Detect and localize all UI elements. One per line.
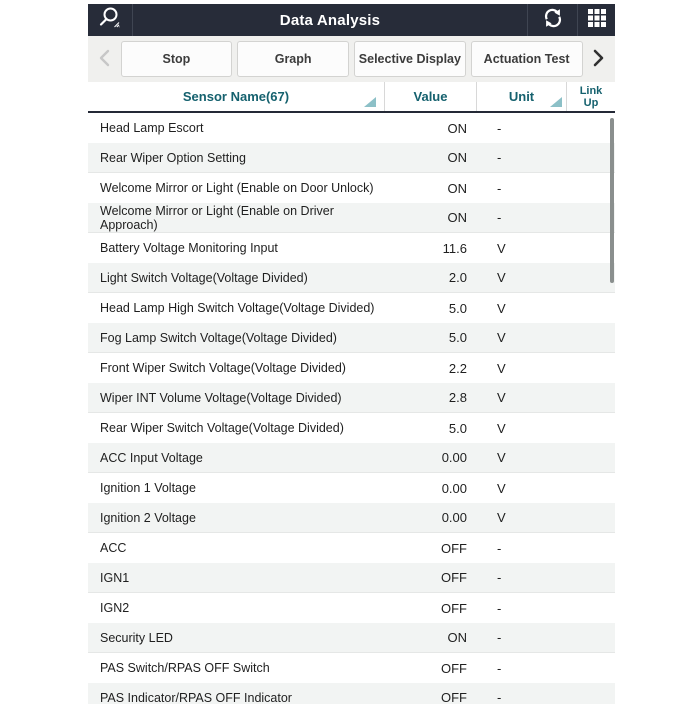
link-up-cell [567, 143, 615, 172]
table-row[interactable] [88, 503, 615, 533]
value-cell: 11.6 [442, 240, 467, 256]
unit-cell: - [497, 600, 502, 616]
sensor-name-cell: Light Switch Voltage(Voltage Divided) [100, 270, 308, 285]
link-up-header-label: Link Up [579, 84, 603, 109]
unit-cell: - [497, 570, 502, 585]
table-row[interactable] [88, 683, 615, 704]
column-header-link-up[interactable] [567, 82, 615, 111]
unit-cell: - [497, 540, 502, 556]
unit-cell: V [497, 480, 506, 496]
unit-cell: V [497, 270, 506, 285]
stop-button[interactable]: Stop [121, 41, 233, 77]
top-bar [88, 4, 615, 36]
value-cell: 0.00 [441, 450, 467, 465]
sensor-name-cell: PAS Indicator/RPAS OFF Indicator [100, 690, 292, 704]
app-window [88, 4, 615, 704]
sensor-name-cell: IGN2 [100, 601, 130, 615]
link-up-cell [567, 683, 615, 704]
value-cell: 5.0 [448, 420, 467, 436]
column-header-sensor-name[interactable] [88, 82, 385, 111]
sensor-name-cell: Rear Wiper Switch Voltage(Voltage Divided) [100, 421, 344, 435]
sort-indicator-icon [364, 97, 376, 107]
actuation-test-button[interactable]: Actuation Test [471, 41, 583, 77]
link-up-cell [567, 413, 615, 443]
sensor-name-cell: PAS Switch/RPAS OFF Switch [100, 661, 270, 675]
value-cell: 0.00 [441, 510, 467, 525]
unit-cell: - [497, 180, 502, 196]
unit-cell: - [497, 150, 502, 165]
table-row[interactable] [88, 323, 615, 353]
value-cell: OFF [441, 570, 467, 585]
unit-cell: V [497, 420, 506, 436]
link-up-cell [567, 293, 615, 323]
value-cell: 2.0 [448, 270, 467, 285]
link-up-cell [567, 113, 615, 143]
unit-cell: V [497, 240, 506, 256]
unit-cell: - [497, 120, 502, 136]
sensor-name-cell: Battery Voltage Monitoring Input [100, 241, 278, 255]
link-up-cell [567, 503, 615, 532]
value-cell: OFF [441, 600, 467, 616]
unit-cell: - [497, 210, 502, 225]
column-header-unit[interactable] [477, 82, 567, 111]
table-row[interactable] [88, 533, 615, 563]
sensor-name-header-label: Sensor Name(67) [182, 89, 290, 104]
link-up-cell [567, 443, 615, 472]
table-row[interactable] [88, 623, 615, 653]
table-row[interactable] [88, 353, 615, 383]
action-toolbar [88, 36, 615, 82]
value-cell: 0.00 [441, 480, 467, 496]
value-cell: ON [447, 210, 467, 225]
table-row[interactable] [88, 203, 615, 233]
sensor-name-cell: Fog Lamp Switch Voltage(Voltage Divided) [100, 330, 337, 345]
sensor-name-cell: Rear Wiper Option Setting [100, 150, 246, 165]
sensor-name-cell: ACC Input Voltage [100, 450, 203, 465]
search-button[interactable] [88, 4, 133, 36]
sensor-name-cell: Welcome Mirror or Light (Enable on Door Unlock) [100, 181, 374, 195]
link-up-cell [567, 353, 615, 383]
sensor-name-cell: Ignition 1 Voltage [100, 481, 196, 495]
title-section [133, 4, 527, 36]
prev-page-button[interactable] [92, 41, 118, 77]
column-header-value[interactable] [385, 82, 477, 111]
value-header-label: Value [413, 89, 448, 104]
chevron-left-icon [97, 47, 113, 72]
sensor-name-cell: Head Lamp Escort [100, 121, 204, 135]
table-row[interactable] [88, 173, 615, 203]
value-cell: 5.0 [448, 330, 467, 345]
value-cell: ON [447, 180, 467, 196]
table-row[interactable] [88, 563, 615, 593]
sensor-name-cell: Welcome Mirror or Light (Enable on Driver Approach) [100, 203, 334, 232]
table-body [88, 113, 615, 704]
next-page-button[interactable] [585, 41, 611, 77]
table-row[interactable] [88, 653, 615, 683]
link-up-cell [567, 233, 615, 263]
scrollbar-thumb[interactable] [610, 118, 614, 283]
link-up-cell [567, 533, 615, 563]
table-row[interactable] [88, 593, 615, 623]
grid-menu-icon [586, 7, 608, 34]
link-up-cell [567, 173, 615, 203]
refresh-button[interactable] [527, 4, 577, 36]
table-row[interactable] [88, 113, 615, 143]
sensor-name-cell: IGN1 [100, 570, 130, 585]
sensor-name-cell: Security LED [100, 630, 173, 645]
sensor-name-cell: Head Lamp High Switch Voltage(Voltage Divided) [100, 301, 375, 315]
unit-cell: V [497, 300, 506, 316]
value-cell: ON [447, 120, 467, 136]
table-row[interactable] [88, 473, 615, 503]
unit-header-label: Unit [508, 89, 535, 104]
sensor-name-cell: Ignition 2 Voltage [100, 510, 196, 525]
link-up-cell [567, 263, 615, 292]
value-cell: OFF [441, 540, 467, 556]
table-header [88, 82, 615, 113]
unit-cell: V [497, 450, 506, 465]
search-icon [97, 5, 123, 36]
table-row[interactable] [88, 293, 615, 323]
unit-cell: V [497, 360, 506, 376]
table-row[interactable] [88, 383, 615, 413]
unit-cell: - [497, 630, 502, 645]
sort-indicator-icon [550, 97, 562, 107]
link-up-cell [567, 383, 615, 412]
unit-cell: - [497, 690, 502, 704]
graph-button[interactable]: Graph [237, 41, 349, 77]
table-row[interactable] [88, 143, 615, 173]
table-row[interactable] [88, 413, 615, 443]
link-up-cell [567, 563, 615, 592]
refresh-icon [541, 6, 565, 35]
table-rows-container [88, 113, 615, 704]
value-cell: 2.8 [448, 390, 467, 405]
value-cell: ON [447, 630, 467, 645]
link-up-cell [567, 203, 615, 232]
chevron-right-icon [590, 47, 606, 72]
table-row[interactable] [88, 263, 615, 293]
link-up-cell [567, 623, 615, 652]
unit-cell: - [497, 660, 502, 676]
grid-menu-button[interactable] [577, 4, 615, 36]
link-up-cell [567, 653, 615, 683]
selective-display-button[interactable]: Selective Display [354, 41, 466, 77]
sensor-name-cell: ACC [100, 541, 127, 555]
value-cell: 5.0 [448, 300, 467, 316]
page-title: Data Analysis [279, 11, 381, 29]
value-cell: 2.2 [448, 360, 467, 376]
value-cell: OFF [441, 690, 467, 704]
table-row[interactable] [88, 233, 615, 263]
unit-cell: V [497, 390, 506, 405]
value-cell: ON [447, 150, 467, 165]
table-row[interactable] [88, 443, 615, 473]
link-up-cell [567, 473, 615, 503]
sensor-name-cell: Front Wiper Switch Voltage(Voltage Divided) [100, 361, 346, 375]
unit-cell: V [497, 330, 506, 345]
sensor-name-cell: Wiper INT Volume Voltage(Voltage Divided) [100, 390, 342, 405]
link-up-cell [567, 593, 615, 623]
value-cell: OFF [441, 660, 467, 676]
unit-cell: V [497, 510, 506, 525]
link-up-cell [567, 323, 615, 352]
